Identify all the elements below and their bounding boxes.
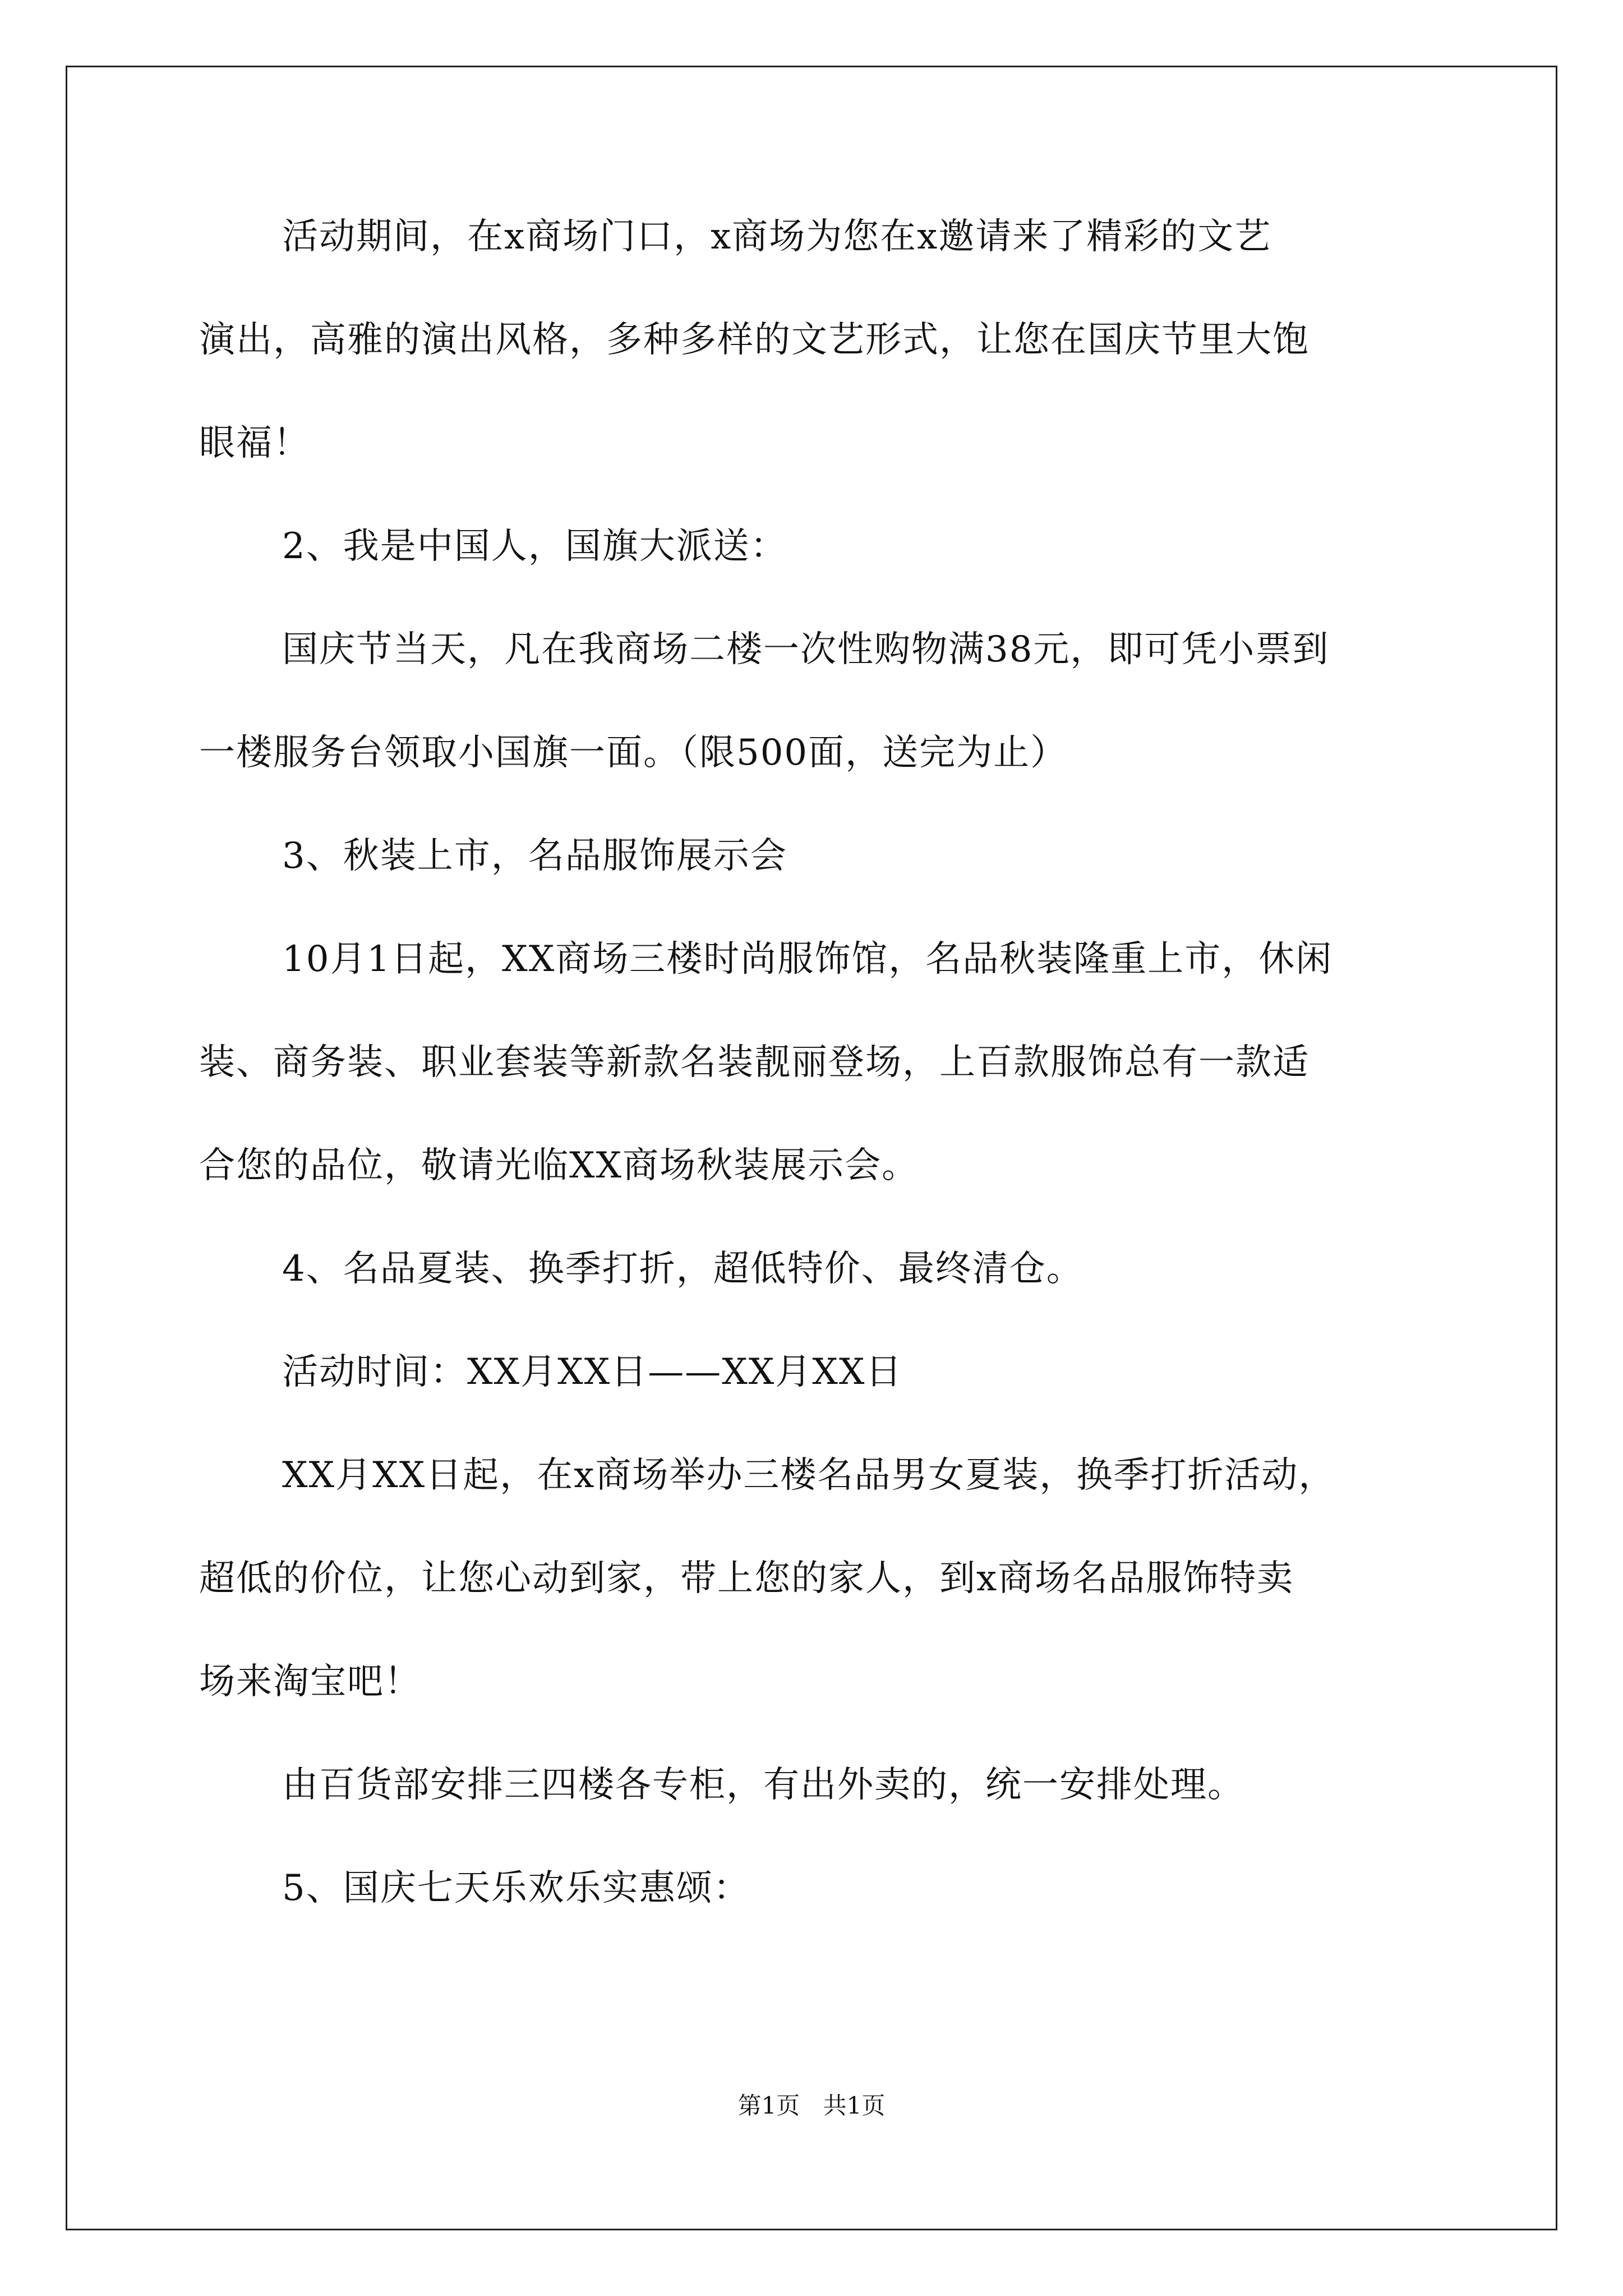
section-heading: 4、名品夏装、换季打折，超低特价、最终清仓。: [282, 1248, 1083, 1290]
text-line: 由百货部安排三四楼各专柜，有出外卖的，统一安排处理。: [282, 1764, 1244, 1806]
document-body: [199, 216, 1433, 1973]
text-line: 10月1日起，XX商场三楼时尚服饰馆，名品秋装隆重上市，休闲: [282, 938, 1333, 980]
page-total: 共1页: [823, 2092, 886, 2119]
text-line: 一楼服务台领取小国旗一面。（限500面，送完为止）: [199, 732, 1068, 774]
text-line: 国庆节当天，凡在我商场二楼一次性购物满38元，即可凭小票到: [282, 629, 1330, 670]
text-line: 活动时间：XX月XX日——XX月XX日: [282, 1351, 903, 1393]
text-line: 超低的价位，让您心动到家，带上您的家人，到x商场名品服饰特卖: [199, 1558, 1294, 1599]
text-line: 活动期间，在x商场门口，x商场为您在x邀请来了精彩的文艺: [282, 216, 1272, 257]
section-heading: 2、我是中国人，国旗大派送：: [282, 526, 787, 567]
page-footer: [0, 2094, 1623, 2118]
text-line: 演出，高雅的演出风格，多种多样的文艺形式，让您在国庆节里大饱: [199, 319, 1310, 361]
text-line: 装、商务装、职业套装等新款名装靓丽登场，上百款服饰总有一款适: [199, 1042, 1310, 1083]
section-heading: 5、国庆七天乐欢乐实惠颂：: [282, 1867, 750, 1909]
text-line: 场来淘宝吧！: [199, 1661, 421, 1703]
page-number: 第1页: [737, 2092, 800, 2119]
text-line: 眼福！: [199, 422, 310, 464]
text-line: 合您的品位，敬请光临XX商场秋装展示会。: [199, 1145, 919, 1186]
section-heading: 3、秋装上市，名品服饰展示会: [282, 835, 787, 877]
text-line: XX月XX日起，在x商场举办三楼名品男女夏装，换季打折活动，: [282, 1455, 1336, 1496]
